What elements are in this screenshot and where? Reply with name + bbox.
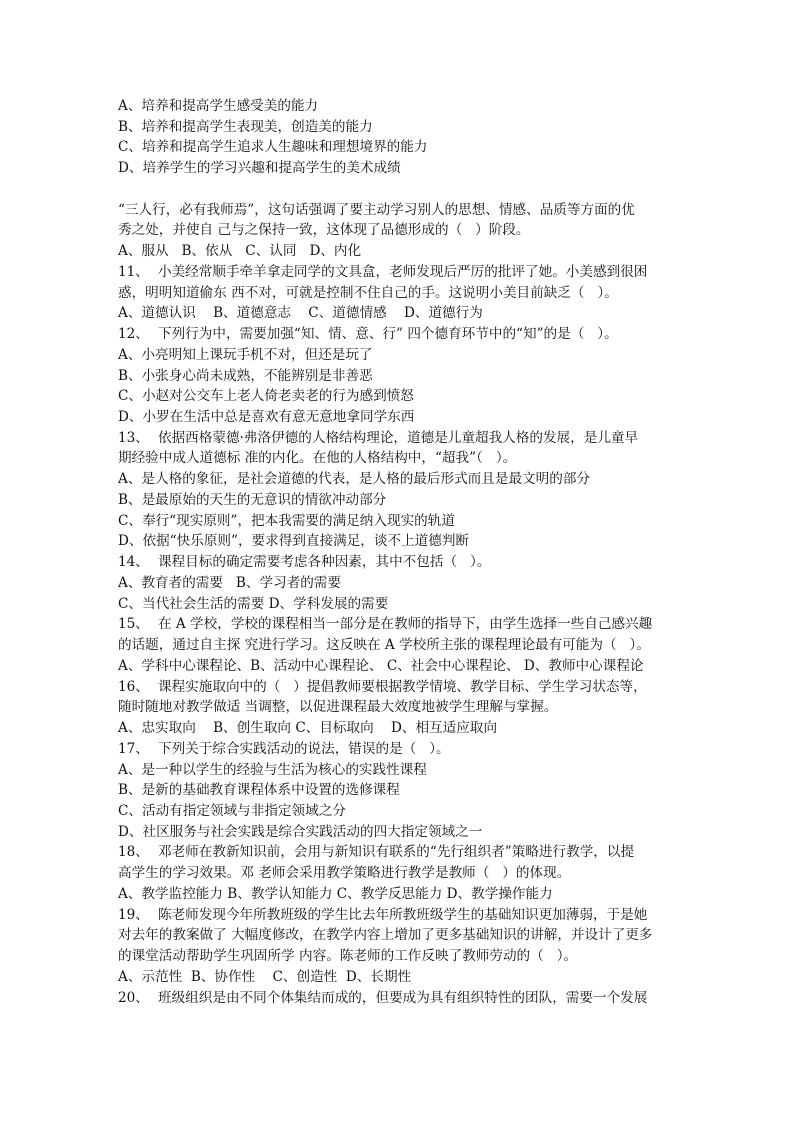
line-text: 课程目标的确定需要考虑各种因素，其中不包括（ ）。 <box>158 554 491 571</box>
question-line <box>118 552 678 573</box>
text-line <box>118 760 678 781</box>
line-text: “三人行，必有我师焉”，这句话强调了要主动学习别人的思想、情感、品质等方面的优 <box>118 201 635 218</box>
question-number: 16、 <box>118 678 149 695</box>
question-line <box>118 739 678 760</box>
text-line <box>118 117 678 138</box>
text-line <box>118 925 678 946</box>
question-line <box>118 262 678 283</box>
text-line <box>118 220 678 241</box>
text-line <box>118 366 678 387</box>
question-number: 12、 <box>118 326 149 343</box>
question-line <box>118 842 678 863</box>
text-line <box>118 200 678 221</box>
text-line <box>118 469 678 490</box>
line-text: B、是新的基础教育课程体系中设置的选修课程 <box>118 782 400 799</box>
text-line <box>118 96 678 117</box>
line-text: 的课堂活动帮助学生巩固所学 内容。陈老师的工作反映了教师劳动的（ ）。 <box>118 948 578 965</box>
text-line <box>118 386 678 407</box>
text-line <box>118 718 678 739</box>
line-text: 期经验中成人道德标 准的内化。在他的人格结构中，“超我”（ ）。 <box>118 450 517 467</box>
text-line <box>118 573 678 594</box>
line-text: D、小罗在生活中总是喜欢有意无意地拿同学东西 <box>118 409 415 426</box>
line-text: C、当代社会生活的需要 D、学科发展的需要 <box>118 595 389 612</box>
question-number: 19、 <box>118 906 149 923</box>
text-line <box>118 863 678 884</box>
question-line <box>118 677 678 698</box>
line-text: 在 A 学校，学校的课程相当一部分是在教师的指导下，由学生选择一些自己感兴趣 <box>158 616 653 633</box>
text-line <box>118 179 678 200</box>
line-text: 课程实施取向中的（ ）提倡教师要根据教学情境、教学目标、学生学习状态等， <box>158 678 647 695</box>
text-line <box>118 511 678 532</box>
line-text: 随时随地对教学做适 当调整，以促进课程最大效度地被学生理解与掌握。 <box>118 699 558 716</box>
line-text: 依据西格蒙德·弗洛伊德的人格结构理论，道德是儿童超我人格的发展，是儿童早 <box>158 429 639 446</box>
text-line <box>118 635 678 656</box>
line-text: 下列行为中，需要加强“知、情、意、行” 四个德育环节中的“知”的是（ ）。 <box>158 326 618 343</box>
text-line <box>118 303 678 324</box>
line-text: A、教育者的需要 B、学习者的需要 <box>118 574 342 591</box>
text-line <box>118 967 678 988</box>
line-text: A、示范性 B、协作性 C、创造性 D、长期性 <box>118 968 412 985</box>
line-text: C、奉行“现实原则”，把本我需要的满足纳入现实的轨道 <box>118 512 455 529</box>
question-line <box>118 428 678 449</box>
text-line <box>118 407 678 428</box>
line-text: 小美经常顺手牵羊拿走同学的文具盒，老师发现后严厉的批评了她。小美感到很困 <box>158 263 648 280</box>
question-line <box>118 324 678 345</box>
line-text: B、小张身心尚未成熟，不能辨别是非善恶 <box>118 367 373 384</box>
text-line <box>118 822 678 843</box>
question-number: 20、 <box>118 989 149 1006</box>
line-text: A、道德认识 B、道德意志 C、道德情感 D、道德行为 <box>118 305 483 322</box>
text-line <box>118 241 678 262</box>
question-number: 15、 <box>118 616 149 633</box>
text-line <box>118 697 678 718</box>
line-text: 班级组织是由不同个体集结而成的，但要成为具有组织特性的团队，需要一个发展 <box>158 989 648 1006</box>
text-line <box>118 946 678 967</box>
text-line <box>118 801 678 822</box>
line-text: 惑，明明知道偷东 西不对，可就是控制不住自己的手。这说明小美目前缺乏（ ）。 <box>118 284 618 301</box>
line-text: 高学生的学习效果。邓 老师会采用教学策略进行教学是教师（ ）的体现。 <box>118 865 571 882</box>
text-line <box>118 656 678 677</box>
text-line <box>118 345 678 366</box>
question-line <box>118 614 678 635</box>
line-text: D、社区服务与社会实践是综合实践活动的四大指定领域之一 <box>118 823 483 840</box>
line-text: 邓老师在教新知识前，会用与新知识有联系的“先行组织者”策略进行教学，以提 <box>158 844 635 861</box>
line-text: A、服从 B、依从 C、认同 D、内化 <box>118 243 362 260</box>
question-line <box>118 905 678 926</box>
line-text: A、是一种以学生的经验与生活为核心的实践性课程 <box>118 761 427 778</box>
text-line <box>118 283 678 304</box>
line-text: 的话题，通过自主探 究进行学习。这反映在 A 学校所主张的课程理论最有可能为（ ）。 <box>118 637 650 654</box>
line-text: 对去年的教案做了 大幅度修改，在教学内容上增加了更多基础知识的讲解，并设计了更多 <box>118 927 653 944</box>
document-page <box>118 96 678 1008</box>
question-line <box>118 988 678 1009</box>
text-line <box>118 780 678 801</box>
line-text: B、培养和提高学生表现美，创造美的能力 <box>118 118 373 135</box>
question-number: 11、 <box>118 263 149 280</box>
line-text: D、依据“快乐原则”，要求得到直接满足，谈不上道德判断 <box>118 533 470 550</box>
question-number: 18、 <box>118 844 149 861</box>
question-number: 14、 <box>118 554 149 571</box>
text-line <box>118 594 678 615</box>
text-line <box>118 531 678 552</box>
line-text: B、是最原始的天生的无意识的情欲冲动部分 <box>118 491 387 508</box>
line-text: C、活动有指定领域与非指定领域之分 <box>118 802 346 819</box>
line-text: C、培养和提高学生追求人生趣味和理想境界的能力 <box>118 139 428 156</box>
question-number: 13、 <box>118 429 149 446</box>
line-text: 陈老师发现今年所教班级的学生比去年所教班级学生的基础知识更加薄弱，于是她 <box>158 906 648 923</box>
line-text: A、小亮明知上课玩手机不对，但还是玩了 <box>118 346 373 363</box>
line-text: 秀之处，并使自 己与之保持一致，这体现了品德形成的（ ）阶段。 <box>118 222 530 239</box>
line-text: D、培养学生的学习兴趣和提高学生的美术成绩 <box>118 160 401 177</box>
text-line <box>118 490 678 511</box>
line-text: 下列关于综合实践活动的说法，错误的是（ ）。 <box>158 740 450 757</box>
line-text: A、学科中心课程论、B、活动中心课程论、 C、社会中心课程论、 D、教师中心课程论 <box>118 657 644 674</box>
text-line <box>118 158 678 179</box>
line-text: A、培养和提高学生感受美的能力 <box>118 98 319 114</box>
line-text: A、是人格的象征，是社会道德的代表，是人格的最后形式而且是最文明的部分 <box>118 471 591 488</box>
line-text: A、忠实取向 B、创生取向 C、目标取向 D、相互适应取向 <box>118 720 498 737</box>
line-text: C、小赵对公交车上老人倚老卖老的行为感到愤怒 <box>118 388 414 405</box>
text-line <box>118 137 678 158</box>
question-number: 17、 <box>118 740 149 757</box>
text-line <box>118 448 678 469</box>
line-text: A、教学监控能力 B、教学认知能力 C、教学反思能力 D、教学操作能力 <box>118 885 553 902</box>
text-line <box>118 884 678 905</box>
